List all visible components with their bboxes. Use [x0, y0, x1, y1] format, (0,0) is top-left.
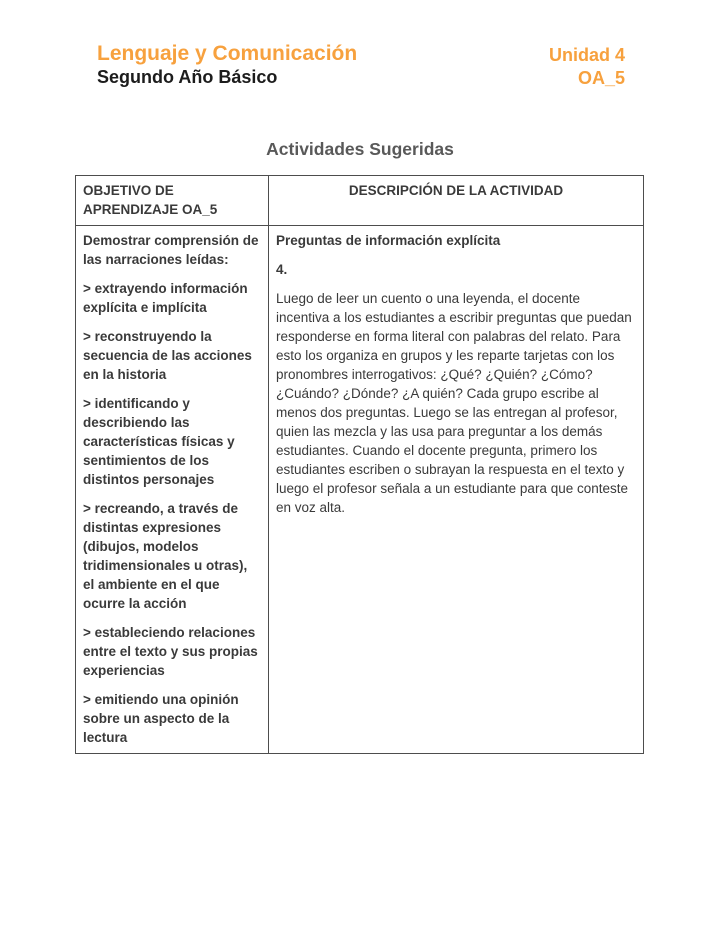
objective-cell: [76, 226, 269, 754]
document-header: [97, 41, 625, 90]
objective-item: > extrayendo información explícita e implícita: [83, 281, 248, 315]
grade-subtitle: Segundo Año Básico: [97, 67, 278, 87]
activity-heading: Preguntas de información explícita: [276, 233, 501, 248]
objective-item: > emitiendo una opinión sobre un aspecto de la lectura: [83, 692, 239, 745]
unit-label: Unidad 4: [548, 45, 625, 65]
objective-item: > identificando y describiendo las características físicas y sentimientos de los distintos personajes: [83, 396, 235, 487]
header-right-block: [549, 41, 625, 90]
oa-label: OA_5: [577, 68, 625, 88]
activity-number: 4.: [276, 262, 288, 277]
column-header-objective: OBJETIVO DE APRENDIZAJE OA_5: [76, 176, 269, 226]
header-left-block: [97, 41, 357, 89]
objective-item: > reconstruyendo la secuencia de las acciones en la historia: [83, 329, 252, 382]
activity-description: Luego de leer un cuento o una leyenda, el docente incentiva a los estudiantes a escribir preguntas que puedan responderse en forma literal con palabras del relato. Para esto los organiza en grupos y les reparte tarjetas con los pronombres interrogativos: ¿Qué? ¿Quién? ¿Cómo? ¿Cuándo? ¿Dónde? ¿A quién? Cada grupo escribe al menos dos preguntas. Luego se las entregan al profesor, quien las mezcla y las usa para preguntar a los demás estudiantes. Cuando el docente pregunta, primero los estudiantes escriben o subrayan la respuesta en el texto y luego el profesor señala a un estudiante para que conteste en voz alta.: [276, 291, 632, 515]
activity-cell: [269, 226, 644, 754]
page-title: Actividades Sugeridas: [266, 139, 454, 159]
objective-item: > estableciendo relaciones entre el texto y sus propias experiencias: [83, 625, 258, 678]
column-header-description: DESCRIPCIÓN DE LA ACTIVIDAD: [269, 176, 644, 226]
table-header-row: [76, 176, 644, 226]
table-body-row: [76, 226, 644, 754]
activities-table: [75, 175, 644, 754]
subject-title: Lenguaje y Comunicación: [97, 42, 358, 65]
objective-intro: Demostrar comprensión de las narraciones leídas:: [83, 233, 259, 267]
objective-item: > recreando, a través de distintas expresiones (dibujos, modelos tridimensionales u otras), el ambiente en el que ocurre la acción: [83, 501, 248, 611]
